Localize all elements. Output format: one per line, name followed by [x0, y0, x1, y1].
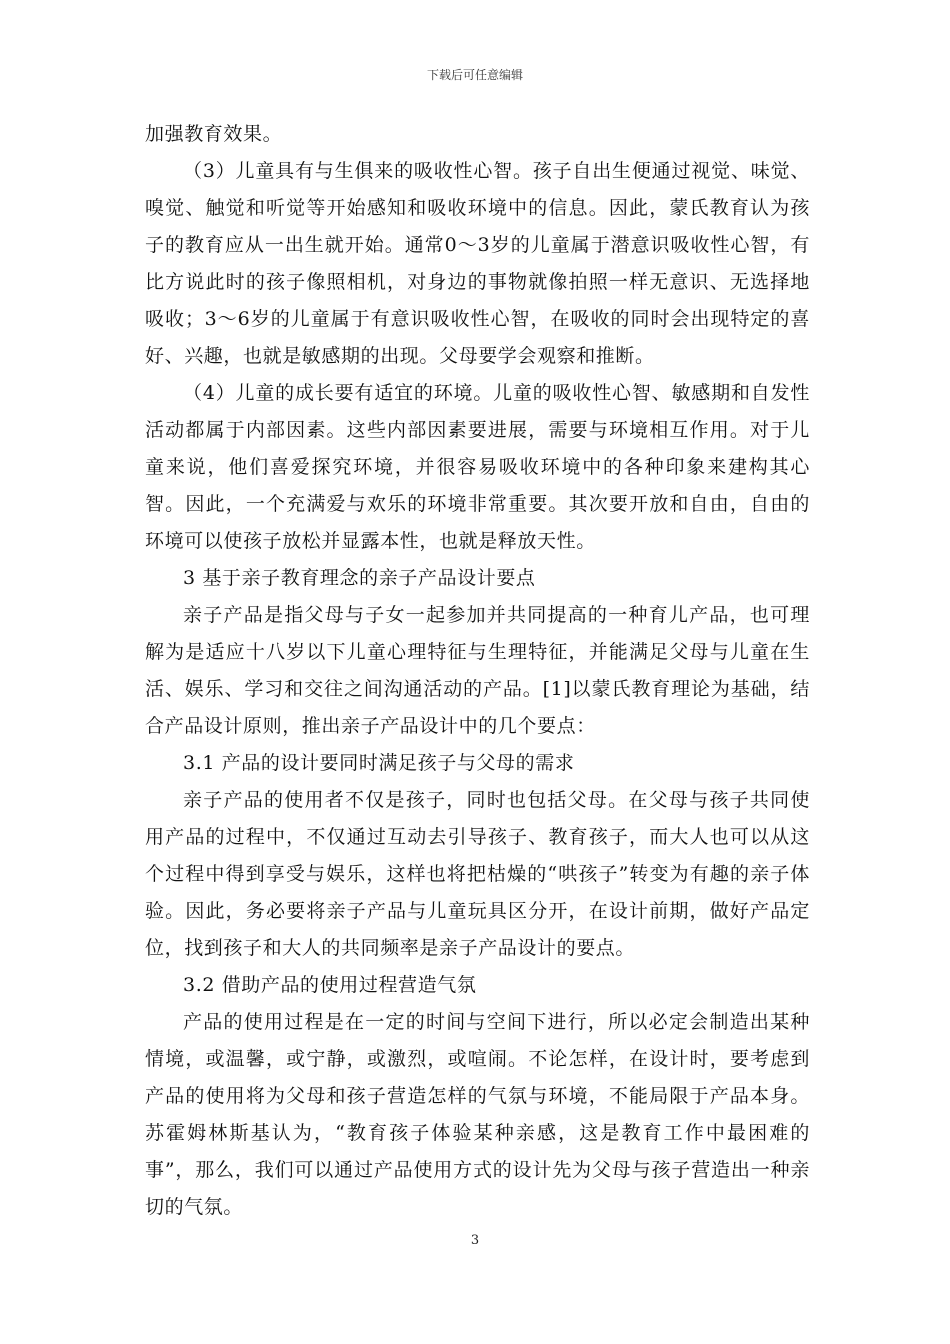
page-number: 3	[470, 1233, 480, 1248]
paragraph-environment: （4）儿童的成长要有适宜的环境。儿童的吸收性心智、敏感期和自发性活动都属于内部因素。这些内部因素要进展，需要与环境相互作用。对于儿童来说，他们喜爱探究环境，并很容易吸收环境中的各种印象来建构其心智。因此，一个充满爱与欢乐的环境非常重要。其次要开放和自由，自由的环境可以使孩子放松并显露本性，也就是释放天性。	[145, 382, 810, 552]
subsection-heading-3-2: 3.2 借助产品的使用过程营造气氛	[183, 974, 477, 996]
paragraph-continuation: 加强教育效果。	[145, 123, 283, 145]
page-header: 下载后可任意编辑	[426, 68, 523, 82]
section-heading-3: 3 基于亲子教育理念的亲子产品设计要点	[183, 567, 536, 589]
document-body	[145, 116, 810, 1226]
subsection-heading-3-1: 3.1 产品的设计要同时满足孩子与父母的需求	[183, 752, 575, 774]
paragraph-users: 亲子产品的使用者不仅是孩子，同时也包括父母。在父母与孩子共同使用产品的过程中，不仅通过互动去引导孩子、教育孩子，而大人也可以从这个过程中得到享受与娱乐，这样也将把枯燥的“哄孩子”转变为有趣的亲子体验。因此，务必要将亲子产品与儿童玩具区分开，在设计前期，做好产品定位，找到孩子和大人的共同频率是亲子产品设计的要点。	[145, 789, 810, 959]
paragraph-atmosphere: 产品的使用过程是在一定的时间与空间下进行，所以必定会制造出某种情境，或温馨，或宁静，或激烈，或喧闹。不论怎样，在设计时，要考虑到产品的使用将为父母和孩子营造怎样的气氛与环境，不能局限于产品本身。苏霍姆林斯基认为，“教育孩子体验某种亲感，这是教育工作中最困难的事”，那么，我们可以通过产品使用方式的设计先为父母与孩子营造出一种亲切的气氛。	[145, 1011, 810, 1218]
paragraph-absorbent-mind: （3）儿童具有与生俱来的吸收性心智。孩子自出生便通过视觉、味觉、嗅觉、触觉和听觉等开始感知和吸收环境中的信息。因此，蒙氏教育认为孩子的教育应从一出生就开始。通常0～3岁的儿童属于潜意识吸收性心智，有比方说此时的孩子像照相机，对身边的事物就像拍照一样无意识、无选择地吸收；3～6岁的儿童属于有意识吸收性心智，在吸收的同时会出现特定的喜好、兴趣，也就是敏感期的出现。父母要学会观察和推断。	[145, 160, 810, 367]
paragraph-product-definition: 亲子产品是指父母与子女一起参加并共同提高的一种育儿产品，也可理解为是适应十八岁以下儿童心理特征与生理特征，并能满足父母与儿童在生活、娱乐、学习和交往之间沟通活动的产品。[1]以蒙氏教育理论为基础，结合产品设计原则，推出亲子产品设计中的几个要点：	[145, 604, 810, 737]
